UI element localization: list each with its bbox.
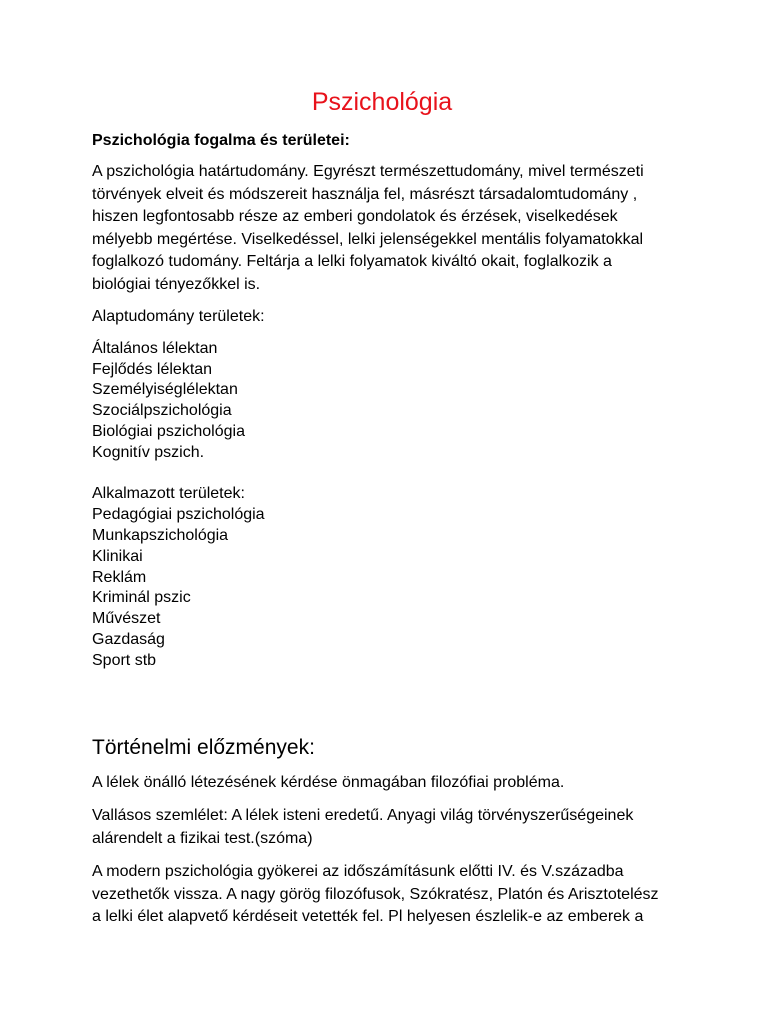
text-line: A pszichológia határtudomány. Egyrészt természettudomány, mivel természeti [92,163,644,180]
document-title: Pszichológia [311,88,453,116]
list-item: Szociálpszichológia [92,402,232,420]
text-line: vezethetők vissza. A nagy görög filozófusok, Szókratész, Platón és Arisztotelész [92,885,659,903]
intro-paragraph [92,161,672,296]
text-line: törvények elveit és módszereit használja fel, másrészt társadalomtudomány , [92,185,638,203]
text-line: foglalkozó tudomány. Feltárja a lelki folyamatok kiváltó okait, foglalkozik a [92,253,612,270]
applied-areas-label: Alkalmazott területek: [92,485,245,503]
spacer [92,464,672,485]
list-item: Kognitív pszich. [92,443,205,461]
list-item: Biológiai pszichológia [92,422,245,440]
history-paragraph-2 [92,805,672,850]
list-item: Művészet [92,610,161,628]
text-line: mélyebb megértése. Viselkedéssel, lelki jelenségekkel mentális folyamatokkal [92,230,644,248]
section-heading-history: Történelmi előzmények: [92,735,315,759]
basic-areas-label: Alaptudomány területek: [92,308,265,325]
text-line: A modern pszichológia gyökerei az időszámításunk előtti IV. és V.századba [92,863,624,881]
document-body [92,87,672,940]
list-item: Pedagógiai pszichológia [92,506,265,524]
history-paragraph-1 [92,772,672,795]
text-line: hiszen legfontosabb része az emberi gondolatok és érzések, viselkedések [92,208,618,225]
text-line: a lelki élet alapvető kérdéseit vetették fel. Pl helyesen észlelik-e az emberek a [92,908,644,926]
list-item: Személyiséglélektan [92,381,238,399]
applied-areas-list [92,484,672,671]
spacer [92,672,672,734]
list-item: Sport stb [92,651,157,669]
list-item: Reklám [92,568,147,586]
spacer [92,328,672,339]
list-item: Kriminál pszic [92,589,191,607]
list-item: Fejlődés lélektan [92,360,213,378]
list-item: Gazdaság [92,630,165,648]
history-paragraph-3 [92,861,672,929]
list-item: Munkapszichológia [92,526,229,544]
text-line: Vallásos szemlélet: A lélek isteni eredetű. Anyagi világ törvényszerűségeinek [92,807,634,825]
list-item: Klinikai [92,547,143,565]
list-item: Általános lélektan [92,339,218,357]
section-heading-concept: Pszichológia fogalma és területei: [92,132,350,149]
basic-areas-list [92,339,672,464]
text-line: A lélek önálló létezésének kérdése önmagában filozófiai probléma. [92,773,565,791]
text-line: alárendelt a fizikai test.(szóma) [92,829,313,847]
text-line: biológiai tényezőkkel is. [92,275,261,293]
